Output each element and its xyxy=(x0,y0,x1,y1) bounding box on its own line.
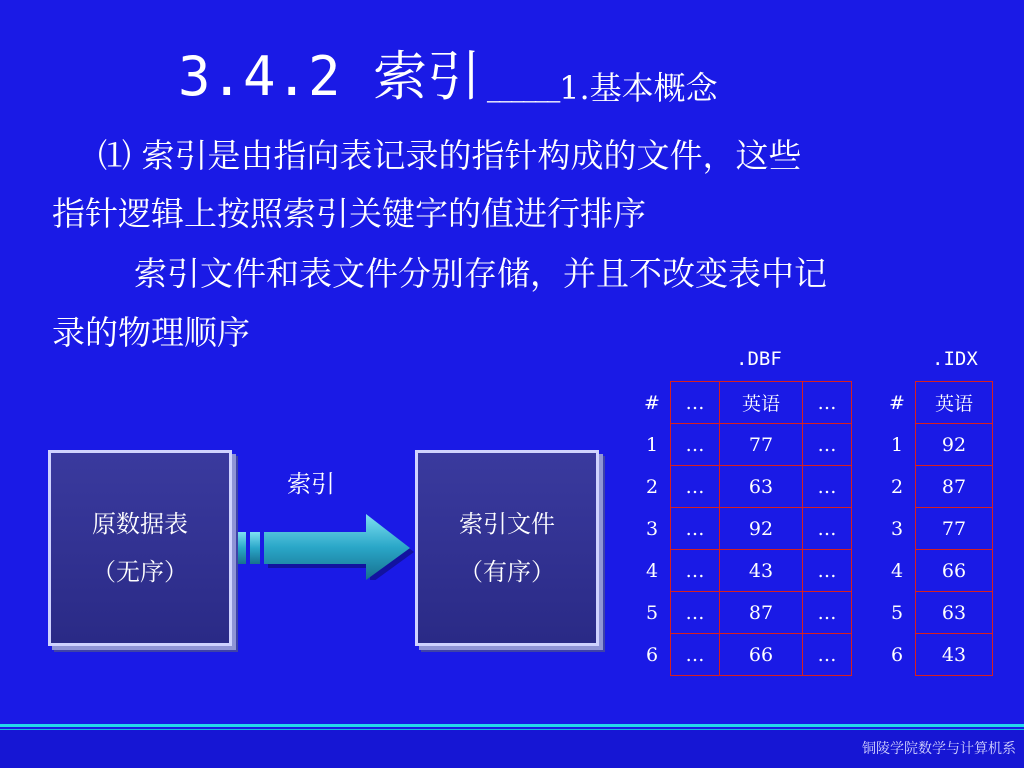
dbf-row xyxy=(634,634,852,676)
dbf-cell: … xyxy=(803,424,852,466)
dbf-header-row xyxy=(634,382,852,424)
dbf-caption: .DBF xyxy=(736,348,782,370)
dbf-cell: 43 xyxy=(720,550,803,592)
dbf-row xyxy=(634,508,852,550)
dbf-cell: 63 xyxy=(720,466,803,508)
source-box-line1: 原数据表 xyxy=(92,510,188,538)
title-blank: ______ xyxy=(487,76,560,105)
idx-row xyxy=(879,508,993,550)
paragraph1-line1 xyxy=(52,127,802,185)
idx-cell: 92 xyxy=(916,424,993,466)
idx-cell: 87 xyxy=(916,466,993,508)
dbf-cell: … xyxy=(671,592,720,634)
idx-cell: 3 xyxy=(890,517,904,540)
idx-row xyxy=(879,550,993,592)
dbf-cell: … xyxy=(671,424,720,466)
target-box-line1: 索引文件 xyxy=(459,510,555,538)
dbf-cell: … xyxy=(671,508,720,550)
dbf-header-cell: # xyxy=(644,391,660,414)
idx-header-cell: 英语 xyxy=(916,382,993,424)
target-box-line2: （有序） xyxy=(459,558,555,586)
dbf-header-cell: … xyxy=(671,382,720,424)
footer-divider-thin xyxy=(0,729,1024,730)
footer-text: 铜陵学院数学与计算机系 xyxy=(862,741,1016,757)
dbf-row xyxy=(634,466,852,508)
title-subtitle: 1.基本概念 xyxy=(559,69,718,107)
dbf-cell: 92 xyxy=(720,508,803,550)
idx-cell: 5 xyxy=(890,601,904,624)
dbf-cell: 5 xyxy=(645,601,659,624)
dbf-cell: 3 xyxy=(645,517,659,540)
footer-divider xyxy=(0,724,1024,727)
paragraph2-line2: 录的物理顺序 xyxy=(52,313,250,352)
dbf-cell: … xyxy=(671,466,720,508)
paragraph1-line2: 指针逻辑上按照索引关键字的值进行排序 xyxy=(52,194,646,233)
idx-caption: .IDX xyxy=(932,348,978,370)
dbf-cell: 2 xyxy=(645,475,659,498)
dbf-cell: 6 xyxy=(645,643,659,666)
idx-cell: 66 xyxy=(916,550,993,592)
idx-cell: 43 xyxy=(916,634,993,676)
dbf-cell: 77 xyxy=(720,424,803,466)
dbf-cell: … xyxy=(671,634,720,676)
dbf-cell: 1 xyxy=(645,433,659,456)
dbf-cell: 66 xyxy=(720,634,803,676)
idx-row xyxy=(879,466,993,508)
dbf-cell: 87 xyxy=(720,592,803,634)
idx-row xyxy=(879,424,993,466)
dbf-cell: … xyxy=(803,508,852,550)
idx-cell: 1 xyxy=(890,433,904,456)
source-box-line2: （无序） xyxy=(92,558,188,586)
dbf-row xyxy=(634,550,852,592)
idx-row xyxy=(879,634,993,676)
idx-cell: 2 xyxy=(890,475,904,498)
idx-cell: 63 xyxy=(916,592,993,634)
idx-table xyxy=(879,381,993,676)
dbf-cell: 4 xyxy=(645,559,659,582)
dbf-header-cell: 英语 xyxy=(720,382,803,424)
dbf-cell: … xyxy=(803,634,852,676)
dbf-row xyxy=(634,424,852,466)
paragraph2-line1: 索引文件和表文件分别存储，并且不改变表中记 xyxy=(134,254,827,293)
idx-cell: 4 xyxy=(890,559,904,582)
idx-cell: 77 xyxy=(916,508,993,550)
slide-title xyxy=(178,38,718,108)
arrow-label: 索引 xyxy=(287,470,335,498)
index-arrow-icon xyxy=(234,510,416,580)
title-main: 3.4.2 索引 xyxy=(178,45,482,108)
dbf-cell: … xyxy=(803,466,852,508)
idx-cell: 6 xyxy=(890,643,904,666)
dbf-cell: … xyxy=(803,592,852,634)
source-table-box xyxy=(48,450,232,646)
idx-header-row xyxy=(879,382,993,424)
paragraph1-line1-text: ⑴ 索引是由指向表记录的指针构成的文件，这些 xyxy=(98,136,802,175)
dbf-cell: … xyxy=(671,550,720,592)
dbf-cell: … xyxy=(803,550,852,592)
dbf-row xyxy=(634,592,852,634)
dbf-table xyxy=(634,381,852,676)
index-file-box xyxy=(415,450,599,646)
dbf-header-cell: … xyxy=(803,382,852,424)
idx-header-cell: # xyxy=(889,391,905,414)
idx-row xyxy=(879,592,993,634)
